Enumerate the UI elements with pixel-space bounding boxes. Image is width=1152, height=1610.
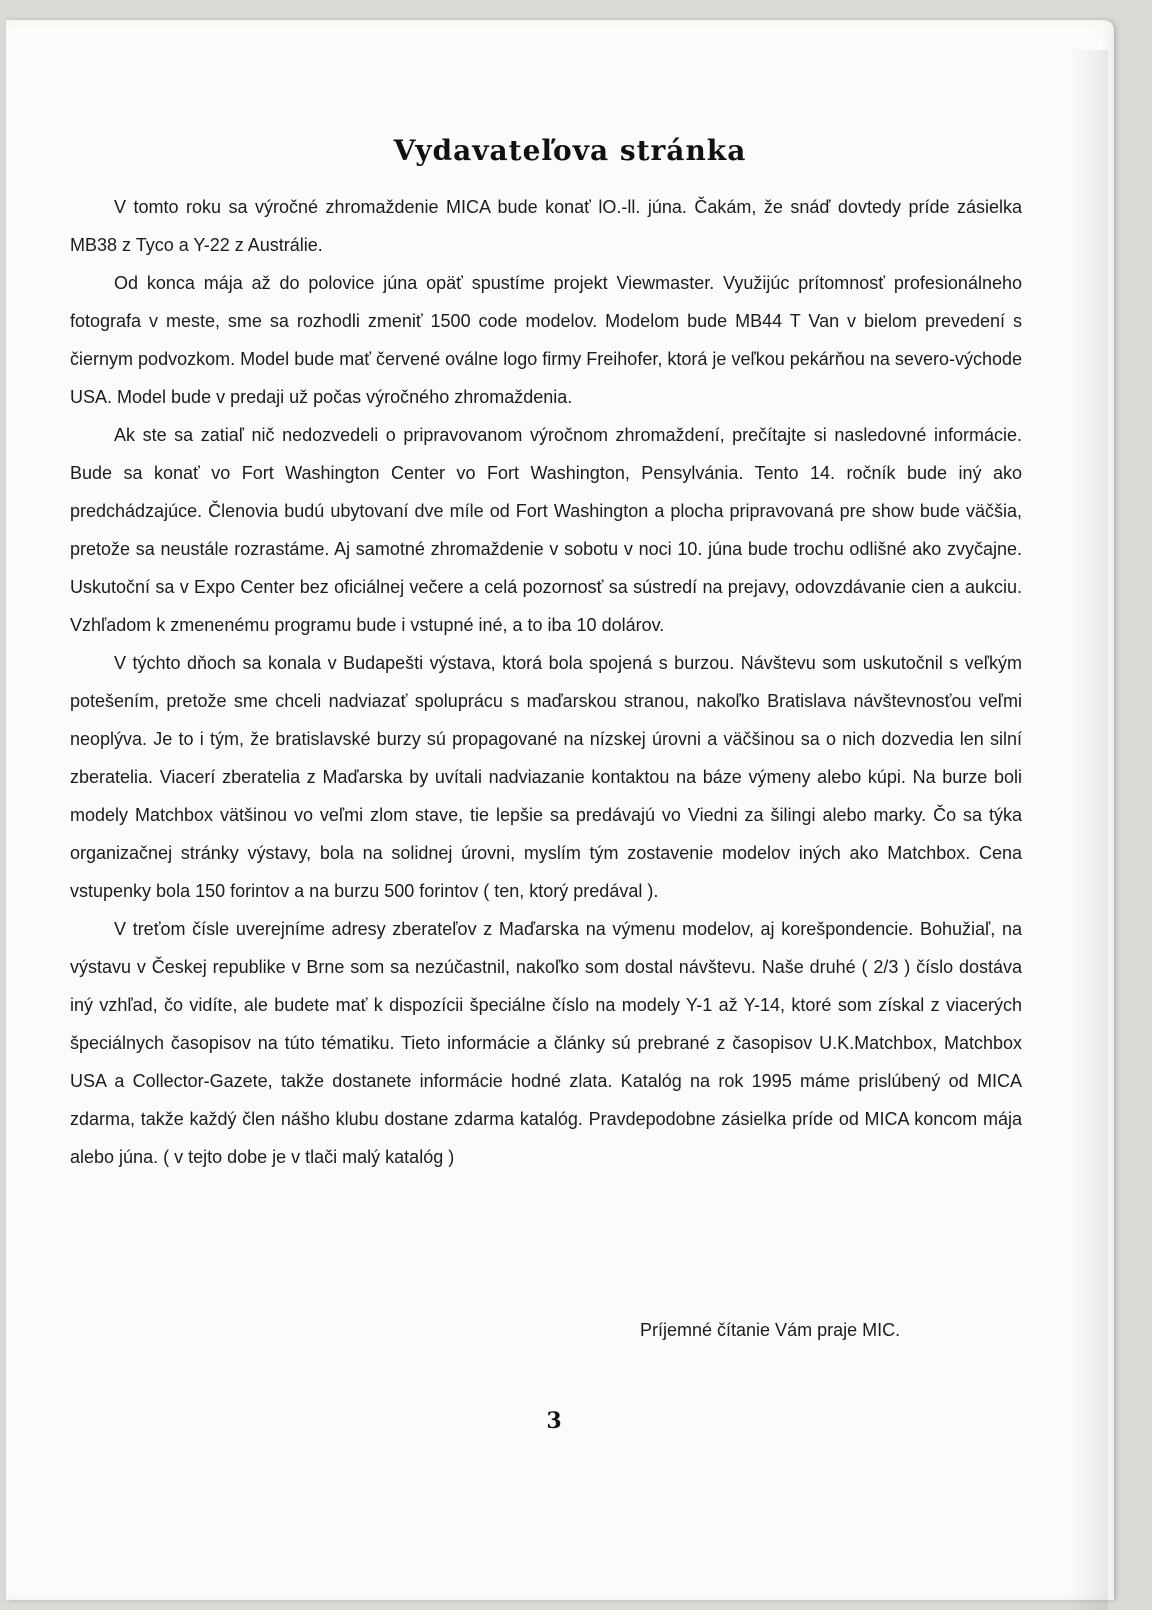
article-body (70, 188, 1022, 1176)
paragraph-4: V týchto dňoch sa konala v Budapešti výstava, ktorá bola spojená s burzou. Návštevu som uskutočnil s veľkým potešením, pretože sme chceli nadviazať spoluprácu s maďarskou stranou, nakoľko Bratislava návštevnosťou veľmi neoplýva. Je to i tým, že bratislavské burzy sú propagované na nízskej úrovni a väčšinou sa o nich dozvedia len silní zberatelia. Viacerí zberatelia z Maďarska by uvítali nadviazanie kontaktou na báze výmeny alebo kúpi. Na burze boli modely Matchbox vätšinou vo veľmi zlom stave, tie lepšie sa predávajú vo Viedni za šilingi alebo marky. Čo sa týka organizačnej stránky výstavy, bola na solidnej úrovni, myslím tým zostavenie modelov iných ako Matchbox. Cena vstupenky bola 150 forintov a na burzu 500 forintov ( ten, ktorý predával ). (70, 653, 1022, 901)
paragraph-1: V tomto roku sa výročné zhromaždenie MICA bude konať lO.-ll. júna. Čakám, že snáď dovtedy príde zásielka MB38 z Tyco a Y-22 z Austrálie. (70, 197, 1022, 255)
page-edge-shadow (1068, 50, 1108, 1610)
paragraph-3: Ak ste sa zatiaľ nič nedozvedeli o pripravovanom výročnom zhromaždení, prečítajte si nasledovné informácie. Bude sa konať vo Fort Washington Center vo Fort Washington, Pensylvánia. Tento 14. ročník bude iný ako predchádzajúce. Členovia budú ubytovaní dve míle od Fort Washington a plocha pripravovaná pre show bude väčšia, pretože sa neustále rozrastáme. Aj samotné zhromaždenie v sobotu v noci 10. júna bude trochu odlišné ako zvyčajne. Uskutoční sa v Expo Center bez oficiálnej večere a celá pozornosť sa sústredí na prejavy, odovzdávanie cien a aukciu. Vzhľadom k zmenenému programu bude i vstupné iné, a to iba 10 dolárov. (70, 425, 1022, 635)
paragraph-2: Od konca mája až do polovice júna opäť spustíme projekt Viewmaster. Využijúc prítomnosť profesionálneho fotografa v meste, sme sa rozhodli zmeniť 1500 code modelov. Modelom bude MB44 T Van v bielom prevedení s čiernym podvozkom. Model bude mať červené oválne logo firmy Freihofer, ktorá je veľkou pekárňou na severo-východe USA. Model bude v predaji už počas výročného zhromaždenia. (70, 273, 1022, 407)
signoff: Príjemné čítanie Vám praje MIC. (640, 1320, 901, 1340)
paragraph-5: V treťom čísle uverejníme adresy zberateľov z Maďarska na výmenu modelov, aj korešpondencie. Bohužiaľ, na výstavu v Českej republike v Brne som sa nezúčastnil, nakoľko som dostal návštevu. Naše druhé ( 2/3 ) číslo dostáva iný vzhľad, čo vidíte, ale budete mať k dispozícii špeciálne číslo na modely Y-1 až Y-14, ktoré som získal z viacerých špeciálnych časopisov na túto tématiku. Tieto informácie a články sú prebrané z časopisov U.K.Matchbox, Matchbox USA a Collector-Gazete, takže dostanete informácie hodné zlata. Katalóg na rok 1995 máme prislúbený od MICA zdarma, takže každý člen nášho klubu dostane zdarma katalóg. Pravdepodobne zásielka príde od MICA koncom mája alebo júna. ( v tejto dobe je v tlači malý katalóg ) (70, 919, 1022, 1167)
page-number: 3 (546, 1408, 562, 1434)
page-title: Vydavateľova stránka (393, 134, 747, 167)
